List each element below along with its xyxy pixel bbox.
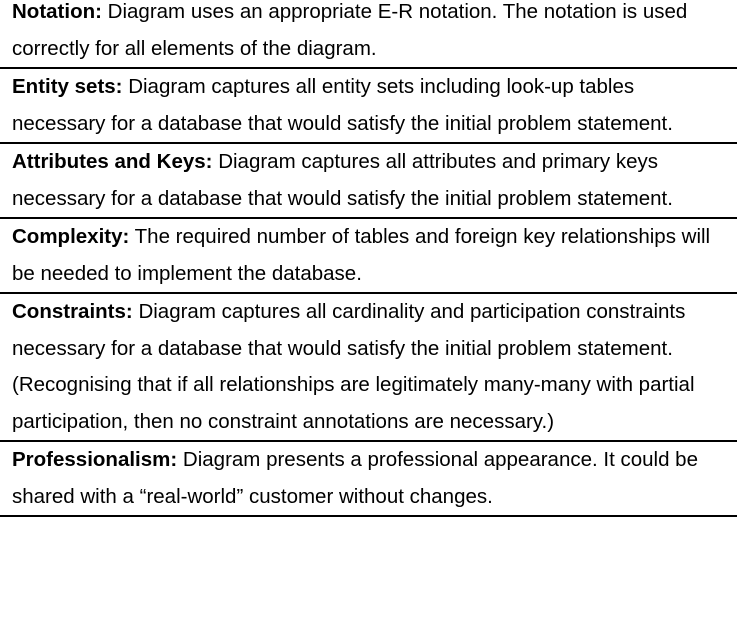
criterion-name: Complexity:	[12, 225, 130, 248]
criterion-row-complexity	[0, 219, 737, 294]
criterion-row-constraints	[0, 294, 737, 442]
criterion-name: Professionalism:	[12, 448, 178, 471]
criterion-row-attributes-and-keys	[0, 144, 737, 219]
criterion-row-professionalism	[0, 442, 737, 517]
criterion-name: Entity sets:	[12, 75, 123, 98]
criterion-description: Diagram captures all entity sets including look-up tables necessary for a database that would satisfy the initial problem statement.	[12, 75, 673, 135]
criterion-description: Diagram captures all attributes and primary keys necessary for a database that would satisfy the initial problem statement.	[12, 150, 673, 210]
criterion-row-notation	[0, 0, 737, 69]
criterion-description: Diagram captures all cardinality and participation constraints necessary for a database that would satisfy the initial problem statement. (Recognising that if all relationships are legitimately many-many with partial participation, then no constraint annotations are necessary.)	[12, 300, 695, 433]
criterion-description: The required number of tables and foreign key relationships will be needed to implement the database.	[12, 225, 711, 285]
criterion-name: Constraints:	[12, 300, 133, 323]
criterion-name: Attributes and Keys:	[12, 150, 213, 173]
criterion-description: Diagram presents a professional appearance. It could be shared with a “real-world” customer without changes.	[12, 448, 698, 508]
criterion-row-entity-sets	[0, 69, 737, 144]
criterion-name: Notation:	[12, 0, 102, 23]
criterion-description: Diagram uses an appropriate E-R notation. The notation is used correctly for all elements of the diagram.	[12, 0, 688, 60]
